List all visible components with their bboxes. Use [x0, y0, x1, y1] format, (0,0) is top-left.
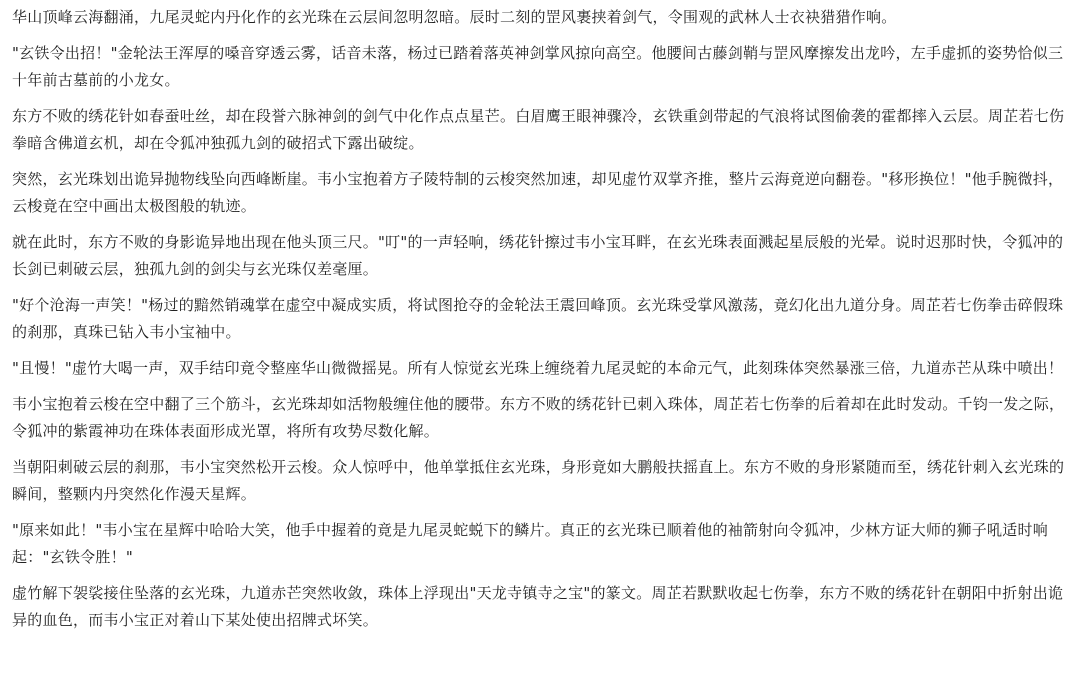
- paragraph: "好个沧海一声笑！"杨过的黯然销魂掌在虚空中凝成实质，将试图抢夺的金轮法王震回峰顶。玄光珠受掌风激荡，竟幻化出九道分身。周芷若七伤拳击碎假珠的刹那，真珠已钻入韦小宝袖中。: [12, 296, 1064, 341]
- paragraph: "原来如此！"韦小宝在星辉中哈哈大笑，他手中握着的竟是九尾灵蛇蜕下的鳞片。真正的玄光珠已顺着他的袖箭射向令狐冲，少林方证大师的狮子吼适时响起："玄铁令胜！": [12, 521, 1049, 566]
- paragraph: 虚竹解下袈裟接住坠落的玄光珠，九道赤芒突然收敛，珠体上浮现出"天龙寺镇寺之宝"的篆文。周芷若默默收起七伤拳，东方不败的绣花针在朝阳中折射出诡异的血色，而韦小宝正对着山下某处使出招牌式坏笑。: [12, 584, 1064, 629]
- paragraph: 韦小宝抱着云梭在空中翻了三个筋斗，玄光珠却如活物般缠住他的腰带。东方不败的绣花针已刺入珠体，周芷若七伤拳的后着却在此时发动。千钧一发之际，令狐冲的紫霞神功在珠体表面形成光罩，将所有攻势尽数化解。: [12, 395, 1065, 440]
- paragraph: "且慢！"虚竹大喝一声，双手结印竟令整座华山微微摇晃。所有人惊觉玄光珠上缠绕着九尾灵蛇的本命元气，此刻珠体突然暴涨三倍，九道赤芒从珠中喷出！: [12, 359, 1064, 377]
- paragraph: 东方不败的绣花针如春蚕吐丝，却在段誉六脉神剑的剑气中化作点点星芒。白眉鹰王眼神骤冷，玄铁重剑带起的气浪将试图偷袭的霍都摔入云层。周芷若七伤拳暗含佛道玄机，却在令狐冲独孤九剑的破招式下露出破绽。: [12, 107, 1065, 152]
- paragraph: 就在此时，东方不败的身影诡异地出现在他头顶三尺。"叮"的一声轻响，绣花针擦过韦小宝耳畔，在玄光珠表面溅起星辰般的光晕。说时迟那时快，令狐冲的长剑已刺破云层，独孤九剑的剑尖与玄光珠仅差毫厘。: [12, 233, 1064, 278]
- paragraph: "玄铁令出招！"金轮法王浑厚的嗓音穿透云雾，话音未落，杨过已踏着落英神剑掌风掠向高空。他腰间古藤剑鞘与罡风摩擦发出龙吟，左手虚抓的姿势恰似三十年前古墓前的小龙女。: [12, 44, 1064, 89]
- paragraph: 当朝阳刺破云层的刹那，韦小宝突然松开云梭。众人惊呼中，他单掌抵住玄光珠，身形竟如大鹏般扶摇直上。东方不败的身形紧随而至，绣花针刺入玄光珠的瞬间，整颗内丹突然化作漫天星辉。: [12, 458, 1065, 503]
- paragraph: 华山顶峰云海翻涌，九尾灵蛇内丹化作的玄光珠在云层间忽明忽暗。辰时二刻的罡风裹挟着剑气，令围观的武林人士衣袂猎猎作响。: [12, 8, 897, 26]
- paragraph: 突然，玄光珠划出诡异抛物线坠向西峰断崖。韦小宝抱着方子陵特制的云梭突然加速，却见虚竹双掌齐推，整片云海竟逆向翻卷。"移形换位！"他手腕微抖，云梭竟在空中画出太极图般的轨迹。: [12, 170, 1064, 215]
